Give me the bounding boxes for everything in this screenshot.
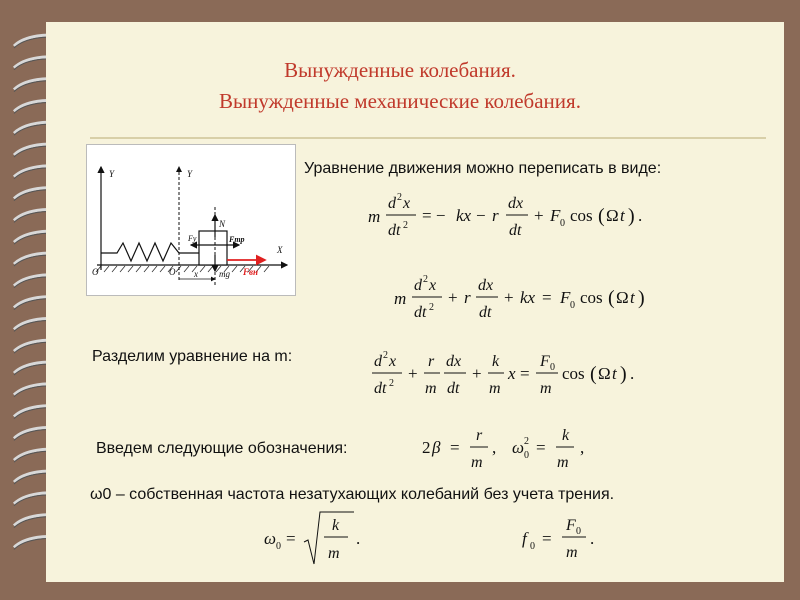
svg-text:.: .	[630, 364, 635, 383]
svg-text:kx: kx	[520, 288, 536, 307]
svg-text:Ω: Ω	[606, 206, 619, 225]
label-mg: mg	[219, 269, 230, 279]
svg-text:dt: dt	[447, 380, 460, 397]
svg-text:m: m	[557, 454, 569, 471]
svg-text:x: x	[403, 195, 411, 212]
svg-text:m: m	[566, 544, 578, 561]
block	[199, 231, 227, 265]
svg-text:0: 0	[550, 362, 555, 373]
svg-text:2: 2	[383, 350, 388, 361]
svg-text:t: t	[612, 364, 617, 383]
equation-omega0	[262, 508, 372, 572]
svg-text:2: 2	[403, 220, 408, 231]
svg-text:dt: dt	[388, 222, 401, 239]
label-x: x	[194, 269, 198, 279]
svg-text:=: =	[520, 364, 530, 383]
equation-motion	[366, 188, 666, 248]
title-divider	[90, 137, 766, 139]
svg-text:2: 2	[389, 378, 394, 389]
label-origin-right: O	[169, 267, 176, 277]
svg-text:Ω: Ω	[616, 288, 629, 307]
svg-text:0: 0	[560, 218, 565, 229]
svg-text:x: x	[508, 364, 516, 383]
svg-text:): )	[638, 287, 645, 309]
svg-text:dx: dx	[508, 195, 524, 212]
svg-text:m: m	[394, 289, 407, 308]
svg-text:x: x	[429, 277, 437, 294]
svg-text:2: 2	[422, 438, 431, 457]
equation-normalized	[370, 346, 670, 406]
svg-text:0: 0	[570, 300, 575, 311]
svg-text:d: d	[414, 277, 422, 294]
svg-text:dt: dt	[414, 304, 427, 321]
svg-text:t: t	[620, 206, 625, 225]
svg-text:d: d	[374, 353, 382, 370]
slide-title: Вынужденные колебания.	[284, 58, 516, 82]
svg-text:=: =	[542, 288, 552, 307]
svg-text:r: r	[428, 353, 435, 370]
svg-text:ω: ω	[264, 529, 277, 548]
svg-text:m: m	[328, 545, 340, 562]
omega-description: ω0 – собственная частота незатухающих колебаний без учета трения.	[90, 486, 615, 503]
svg-text:r: r	[476, 427, 483, 444]
svg-text:dx: dx	[446, 353, 462, 370]
svg-text:r: r	[464, 288, 471, 307]
svg-text:F: F	[560, 288, 571, 307]
equation-rearranged	[392, 270, 682, 330]
svg-text:2: 2	[397, 192, 402, 203]
svg-text:+: +	[408, 364, 418, 383]
svg-text:0: 0	[576, 526, 581, 537]
svg-text:): )	[620, 363, 627, 385]
svg-text:=: =	[536, 438, 546, 457]
svg-text:F: F	[550, 206, 561, 225]
svg-text:dt: dt	[374, 380, 387, 397]
svg-text:.: .	[638, 206, 643, 225]
svg-text:kx: kx	[456, 206, 472, 225]
label-origin-left: O	[92, 267, 99, 277]
svg-text:0: 0	[530, 541, 535, 552]
svg-text:cos: cos	[580, 288, 603, 307]
svg-text:cos: cos	[562, 364, 585, 383]
svg-text:x: x	[389, 353, 397, 370]
svg-text:): )	[628, 205, 635, 227]
intro-text: Уравнение движения можно переписать в виде:	[304, 160, 662, 177]
svg-text:dt: dt	[479, 304, 492, 321]
svg-text:(: (	[590, 363, 597, 385]
label-N: N	[219, 219, 226, 229]
label-Ftr: Fтр	[229, 235, 245, 244]
svg-text:+: +	[504, 288, 514, 307]
svg-text:f: f	[522, 529, 527, 548]
svg-text:+: +	[472, 364, 482, 383]
svg-text:k: k	[562, 427, 570, 444]
notation-text: Введем следующие обозначения:	[96, 440, 348, 457]
label-Fvn: Fвн	[243, 267, 259, 277]
equation-f0	[520, 510, 620, 570]
svg-text:,: ,	[580, 438, 585, 457]
svg-text:dt: dt	[509, 222, 522, 239]
svg-text:=: =	[542, 529, 552, 548]
svg-text:=: =	[450, 438, 460, 457]
svg-text:k: k	[492, 353, 500, 370]
svg-text:(: (	[598, 205, 605, 227]
svg-text:2: 2	[524, 436, 529, 447]
svg-text:2: 2	[429, 302, 434, 313]
spring	[101, 243, 199, 261]
svg-text:dx: dx	[478, 277, 494, 294]
svg-text:2: 2	[423, 274, 428, 285]
svg-text:m: m	[489, 380, 501, 397]
svg-text:+: +	[534, 206, 544, 225]
svg-text:m: m	[540, 380, 552, 397]
svg-text:m: m	[368, 207, 381, 226]
svg-text:Ω: Ω	[598, 364, 611, 383]
svg-text:+: +	[448, 288, 458, 307]
svg-text:m: m	[471, 454, 483, 471]
svg-text:k: k	[332, 517, 340, 534]
label-Fy: Fу	[188, 234, 197, 243]
svg-text:cos: cos	[570, 206, 593, 225]
svg-text:d: d	[388, 195, 396, 212]
oscillator-diagram	[86, 144, 296, 296]
svg-text:,: ,	[492, 438, 497, 457]
svg-text:m: m	[425, 380, 437, 397]
svg-text:β: β	[432, 438, 441, 457]
svg-text:ω: ω	[512, 438, 525, 457]
equation-notation	[420, 420, 610, 480]
svg-text:.: .	[356, 529, 361, 548]
label-y-right: Y	[187, 169, 193, 179]
label-y-left: Y	[109, 169, 115, 179]
svg-text:0: 0	[524, 450, 529, 461]
svg-text:0: 0	[276, 541, 281, 552]
svg-text:t: t	[630, 288, 635, 307]
slide-subtitle: Вынужденные механические колебания.	[219, 89, 581, 113]
label-x-axis: X	[277, 245, 283, 255]
svg-text:−: −	[476, 206, 486, 225]
svg-text:.: .	[590, 529, 595, 548]
svg-text:(: (	[608, 287, 615, 309]
svg-text:= −: = −	[422, 206, 446, 225]
svg-text:=: =	[286, 529, 296, 548]
svg-text:F: F	[540, 353, 550, 370]
svg-text:r: r	[492, 206, 499, 225]
divide-text: Разделим уравнение на m:	[92, 348, 293, 365]
svg-text:F: F	[566, 517, 576, 534]
